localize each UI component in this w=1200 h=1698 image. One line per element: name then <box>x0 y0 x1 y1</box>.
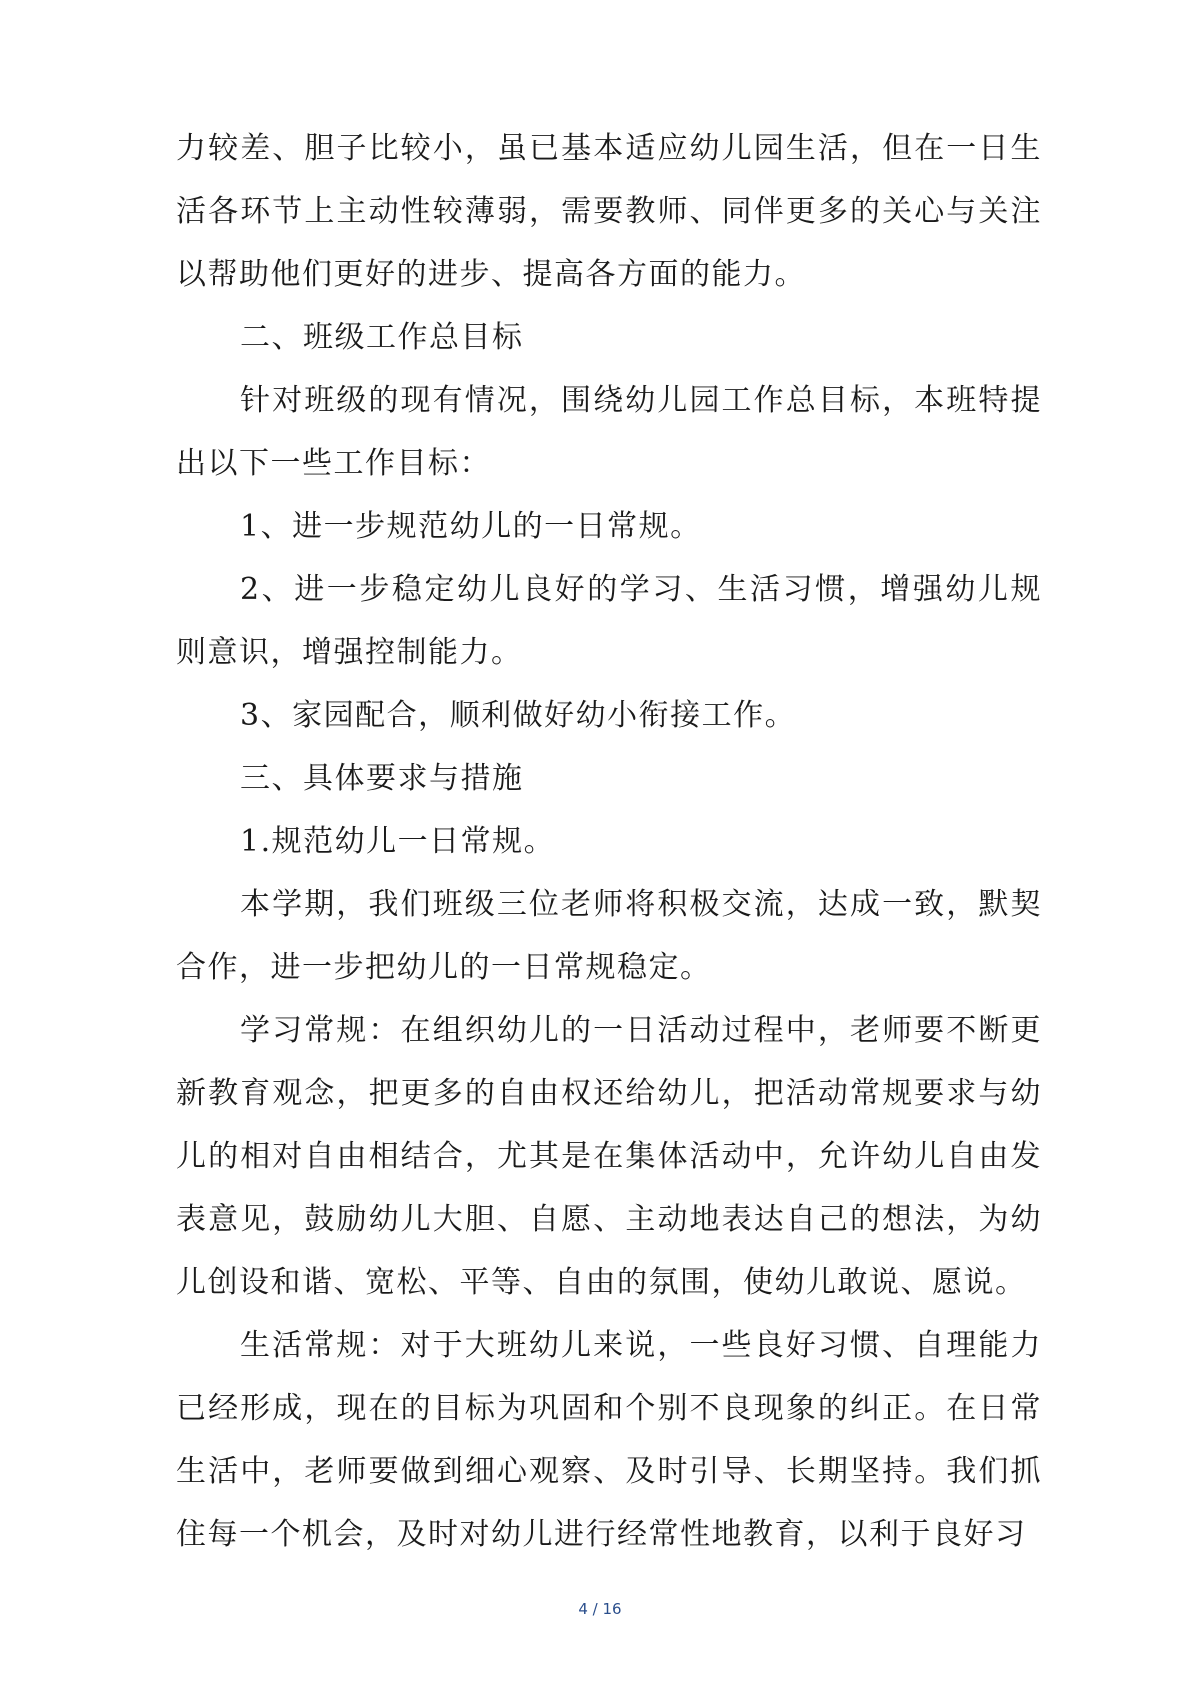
document-body <box>176 117 1042 1566</box>
section-heading-requirements: 三、具体要求与措施 <box>240 761 524 796</box>
section-heading-class-goals: 二、班级工作总目标 <box>240 320 524 355</box>
goal-item-1: 1、进一步规范幼儿的一日常规。 <box>240 509 702 544</box>
goal-item-3: 3、家园配合，顺利做好幼小衔接工作。 <box>240 698 797 733</box>
goal-item-2: 2、进一步稳定幼儿良好的学习、生活习惯，增强幼儿规则意识，增强控制能力。 <box>176 572 1042 670</box>
paragraph-learning-routine: 学习常规：在组织幼儿的一日活动过程中，老师要不断更新教育观念，把更多的自由权还给幼儿，把活动常规要求与幼儿的相对自由相结合，尤其是在集体活动中，允许幼儿自由发表意见，鼓励幼儿大胆、自愿、主动地表达自己的想法，为幼儿创设和谐、宽松、平等、自由的氛围，使幼儿敢说、愿说。 <box>176 1013 1042 1300</box>
subheading-daily-routine: 1.规范幼儿一日常规。 <box>240 824 556 859</box>
page-number: 4 / 16 <box>578 1600 622 1618</box>
paragraph-life-routine: 生活常规：对于大班幼儿来说，一些良好习惯、自理能力已经形成，现在的目标为巩固和个别不良现象的纠正。在日常生活中，老师要做到细心观察、及时引导、长期坚持。我们抓住每一个机会，及时对幼儿进行经常性地教育，以利于良好习 <box>176 1328 1042 1552</box>
paragraph-teacher-cooperation: 本学期，我们班级三位老师将积极交流，达成一致，默契合作，进一步把幼儿的一日常规稳定。 <box>176 887 1042 985</box>
paragraph-continued-text: 力较差、胆子比较小，虽已基本适应幼儿园生活，但在一日生活各环节上主动性较薄弱，需要教师、同伴更多的关心与关注以帮助他们更好的进步、提高各方面的能力。 <box>176 131 1042 292</box>
paragraph-goals-intro: 针对班级的现有情况，围绕幼儿园工作总目标，本班特提出以下一些工作目标： <box>176 383 1042 481</box>
